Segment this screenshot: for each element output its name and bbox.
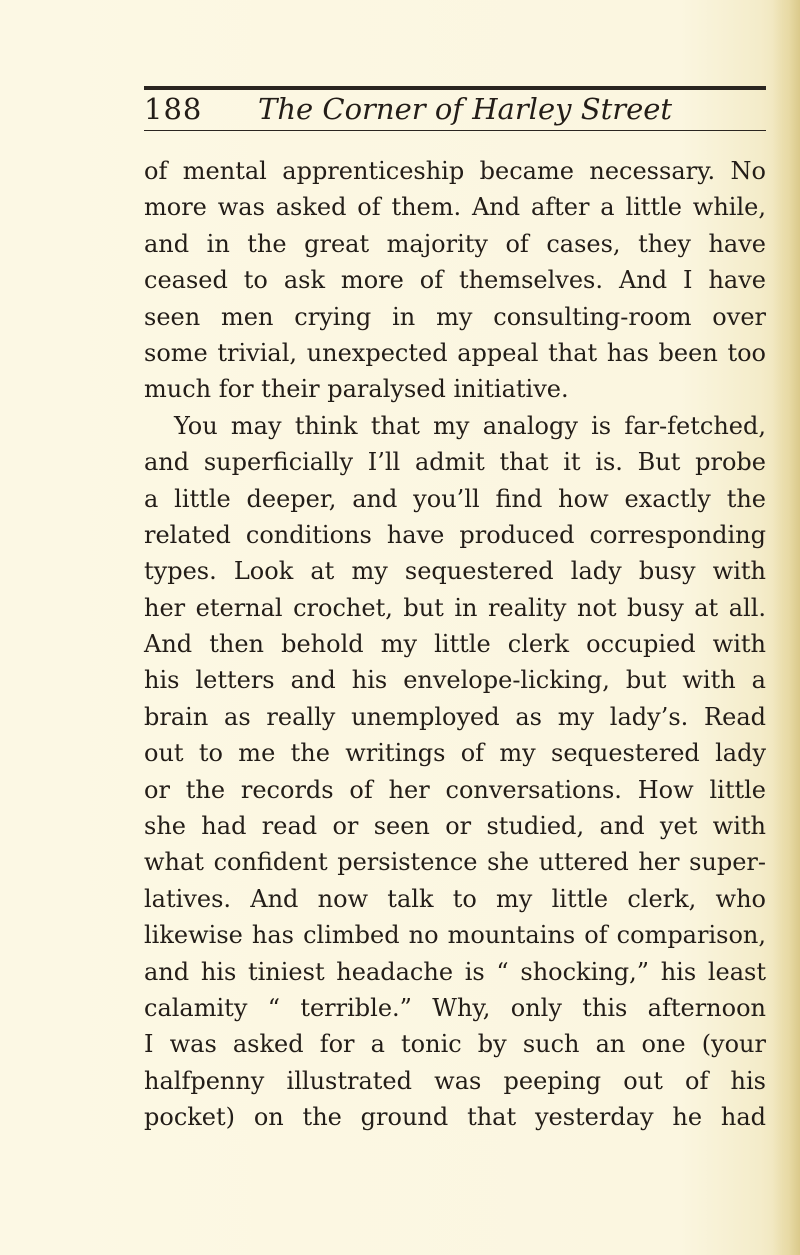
running-title: The Corner of Harley Street (258, 92, 673, 126)
text-line-paragraph-start: You may think that my analogy is far-fetched, (174, 411, 766, 440)
text-line: And then behold my little clerk occupied with (144, 630, 766, 659)
text-line: types. Look at my sequestered lady busy with (144, 557, 766, 586)
text-line: halfpenny illustrated was peeping out of his (144, 1066, 766, 1095)
text-line: ceased to ask more of themselves. And I have (144, 266, 766, 295)
text-line: out to me the writings of my sequestered lady (144, 739, 766, 768)
page-number: 188 (144, 92, 203, 126)
text-line: her eternal crochet, but in reality not busy at all. (144, 593, 766, 622)
text-line: and superficially I’ll admit that it is. But probe (144, 448, 766, 477)
header-rule-bottom (144, 130, 766, 131)
text-line: likewise has climbed no mountains of comparison, (144, 921, 766, 950)
text-line: or the records of her conversations. How little (144, 775, 766, 804)
text-line-paragraph-end: much for their paralysed initiative. (144, 375, 569, 404)
text-line: seen men crying in my consulting-room over (144, 302, 766, 331)
text-line: of mental apprenticeship became necessary. No (144, 157, 766, 185)
running-header (144, 90, 766, 130)
text-line: a little deeper, and you’ll find how exactly the (144, 484, 766, 513)
text-line: she had read or seen or studied, and yet with (144, 812, 766, 841)
text-line: I was asked for a tonic by such an one (your (144, 1030, 766, 1059)
text-line: what confident persistence she uttered her super- (144, 848, 766, 877)
text-line: calamity “ terrible.” Why, only this afternoon (144, 993, 766, 1022)
text-line: pocket) on the ground that yesterday he had (144, 1103, 766, 1132)
text-line: related conditions have produced corresponding (144, 520, 766, 549)
page-edge-shadow (772, 0, 800, 1255)
text-line: his letters and his envelope-licking, but with a (144, 666, 766, 695)
text-line: latives. And now talk to my little clerk, who (144, 884, 766, 913)
text-line: more was asked of them. And after a little while, (144, 193, 766, 222)
body-text (144, 153, 766, 1136)
text-line: some trivial, unexpected appeal that has been too (144, 338, 766, 367)
text-line: and in the great majority of cases, they have (144, 229, 766, 258)
text-line: brain as really unemployed as my lady’s. Read (144, 702, 766, 731)
text-line: and his tiniest headache is “ shocking,” his least (144, 957, 766, 986)
